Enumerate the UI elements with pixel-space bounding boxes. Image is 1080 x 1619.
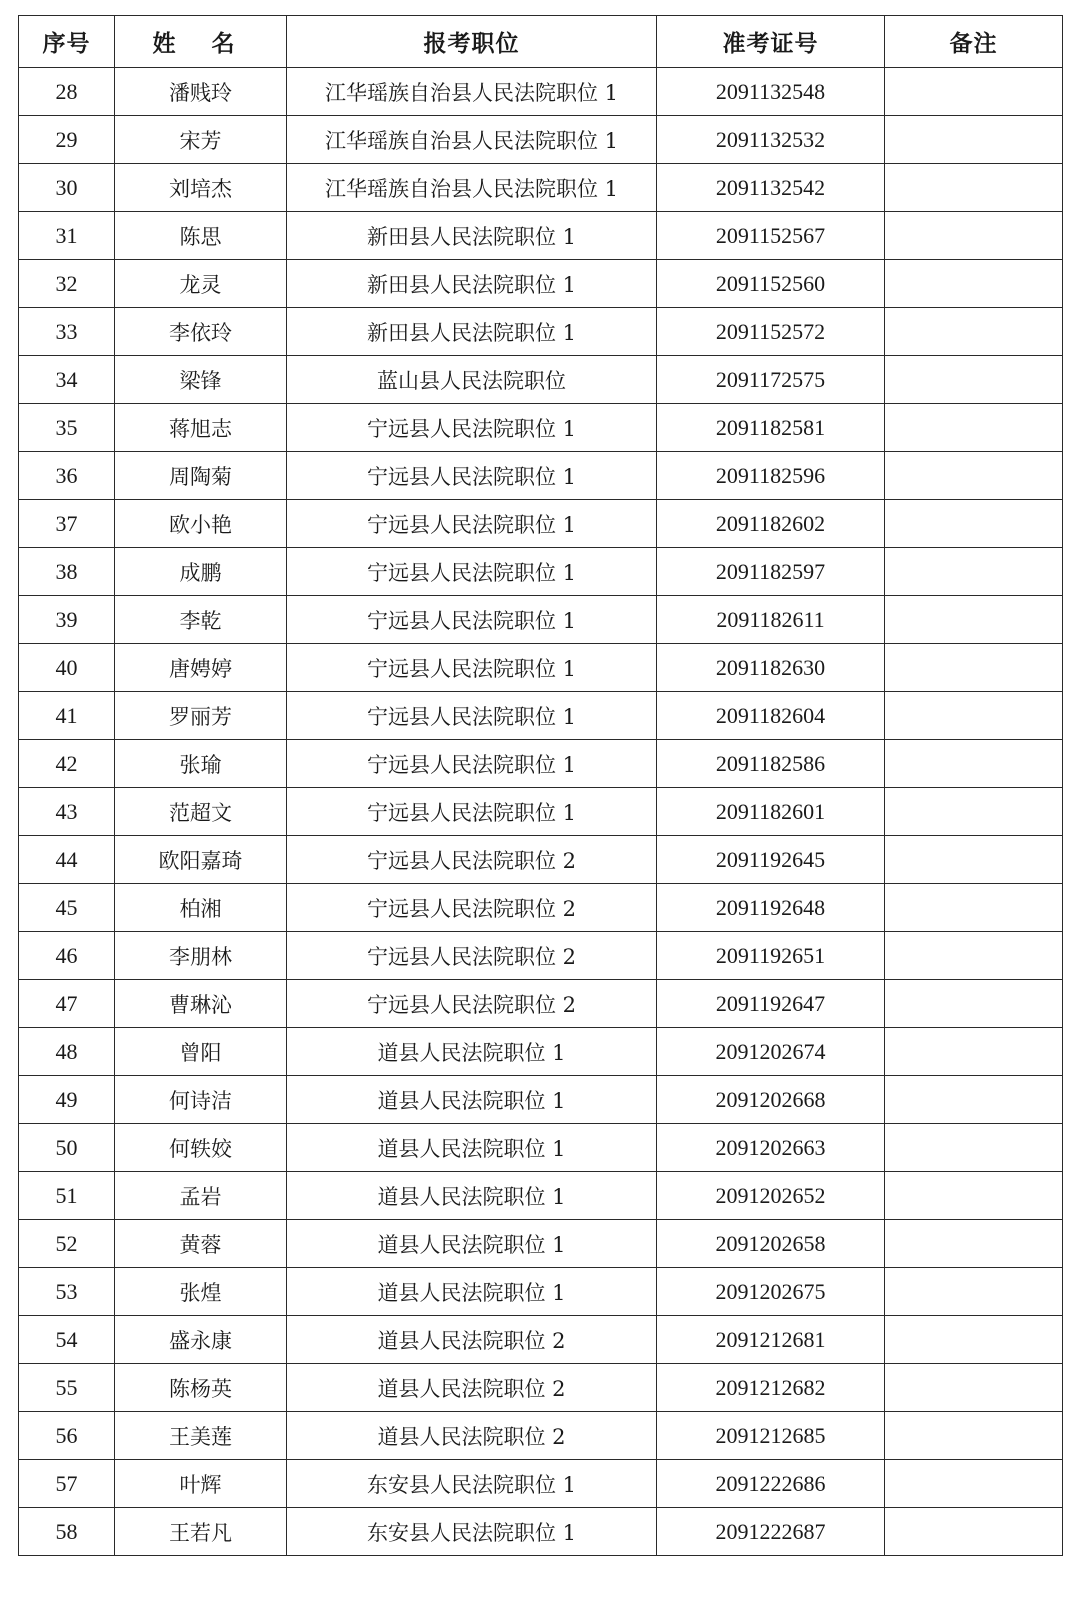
cell-ticket: 2091182604 (657, 692, 885, 740)
table-row (19, 404, 1063, 452)
cell-seq: 54 (19, 1316, 115, 1364)
cell-position: 宁远县人民法院职位 1 (287, 404, 657, 452)
table-row (19, 356, 1063, 404)
cell-name: 王若凡 (115, 1508, 287, 1556)
cell-position: 宁远县人民法院职位 1 (287, 596, 657, 644)
cell-ticket: 2091132548 (657, 68, 885, 116)
cell-position: 宁远县人民法院职位 1 (287, 692, 657, 740)
cell-name: 李乾 (115, 596, 287, 644)
table-row (19, 980, 1063, 1028)
cell-ticket: 2091202675 (657, 1268, 885, 1316)
cell-name: 孟岩 (115, 1172, 287, 1220)
cell-seq: 29 (19, 116, 115, 164)
cell-position: 江华瑶族自治县人民法院职位 1 (287, 164, 657, 212)
cell-position: 宁远县人民法院职位 1 (287, 452, 657, 500)
cell-name: 宋芳 (115, 116, 287, 164)
cell-seq: 38 (19, 548, 115, 596)
cell-name: 王美莲 (115, 1412, 287, 1460)
cell-seq: 51 (19, 1172, 115, 1220)
cell-remark (885, 1172, 1063, 1220)
cell-position: 道县人民法院职位 1 (287, 1172, 657, 1220)
candidate-table (18, 15, 1063, 1556)
table-row (19, 1508, 1063, 1556)
cell-seq: 44 (19, 836, 115, 884)
cell-name: 陈思 (115, 212, 287, 260)
cell-position: 东安县人民法院职位 1 (287, 1460, 657, 1508)
cell-name: 刘培杰 (115, 164, 287, 212)
cell-ticket: 2091192645 (657, 836, 885, 884)
header-ticket: 准考证号 (657, 16, 885, 68)
table-row (19, 692, 1063, 740)
cell-position: 宁远县人民法院职位 2 (287, 980, 657, 1028)
cell-seq: 56 (19, 1412, 115, 1460)
table-body (19, 68, 1063, 1556)
table-row (19, 644, 1063, 692)
cell-remark (885, 1124, 1063, 1172)
cell-position: 新田县人民法院职位 1 (287, 308, 657, 356)
cell-name: 张瑜 (115, 740, 287, 788)
table-row (19, 788, 1063, 836)
cell-seq: 35 (19, 404, 115, 452)
cell-position: 东安县人民法院职位 1 (287, 1508, 657, 1556)
cell-ticket: 2091182601 (657, 788, 885, 836)
cell-seq: 39 (19, 596, 115, 644)
table-row (19, 212, 1063, 260)
cell-seq: 30 (19, 164, 115, 212)
cell-remark (885, 644, 1063, 692)
cell-remark (885, 308, 1063, 356)
table-row (19, 1028, 1063, 1076)
table-row (19, 260, 1063, 308)
table-row (19, 68, 1063, 116)
cell-position: 道县人民法院职位 1 (287, 1268, 657, 1316)
cell-position: 江华瑶族自治县人民法院职位 1 (287, 116, 657, 164)
cell-name: 叶辉 (115, 1460, 287, 1508)
cell-remark (885, 1076, 1063, 1124)
cell-name: 唐娉婷 (115, 644, 287, 692)
cell-seq: 37 (19, 500, 115, 548)
cell-position: 道县人民法院职位 1 (287, 1220, 657, 1268)
cell-name: 陈杨英 (115, 1364, 287, 1412)
cell-ticket: 2091152572 (657, 308, 885, 356)
cell-name: 曾阳 (115, 1028, 287, 1076)
cell-ticket: 2091182596 (657, 452, 885, 500)
cell-remark (885, 1220, 1063, 1268)
cell-ticket: 2091222686 (657, 1460, 885, 1508)
cell-seq: 32 (19, 260, 115, 308)
cell-position: 道县人民法院职位 1 (287, 1076, 657, 1124)
cell-ticket: 2091182602 (657, 500, 885, 548)
cell-position: 宁远县人民法院职位 1 (287, 500, 657, 548)
cell-remark (885, 1508, 1063, 1556)
cell-position: 江华瑶族自治县人民法院职位 1 (287, 68, 657, 116)
table-row (19, 308, 1063, 356)
header-remark: 备注 (885, 16, 1063, 68)
cell-name: 潘贱玲 (115, 68, 287, 116)
cell-seq: 28 (19, 68, 115, 116)
table-row (19, 884, 1063, 932)
header-seq: 序号 (19, 16, 115, 68)
table-row (19, 1076, 1063, 1124)
cell-ticket: 2091132532 (657, 116, 885, 164)
cell-seq: 57 (19, 1460, 115, 1508)
cell-name: 罗丽芳 (115, 692, 287, 740)
cell-remark (885, 452, 1063, 500)
cell-name: 欧阳嘉琦 (115, 836, 287, 884)
cell-ticket: 2091182581 (657, 404, 885, 452)
cell-seq: 42 (19, 740, 115, 788)
cell-name: 曹琳沁 (115, 980, 287, 1028)
cell-remark (885, 596, 1063, 644)
cell-ticket: 2091202674 (657, 1028, 885, 1076)
cell-position: 宁远县人民法院职位 1 (287, 788, 657, 836)
cell-seq: 31 (19, 212, 115, 260)
cell-remark (885, 1460, 1063, 1508)
table-row (19, 1460, 1063, 1508)
cell-remark (885, 740, 1063, 788)
cell-seq: 43 (19, 788, 115, 836)
cell-position: 宁远县人民法院职位 2 (287, 836, 657, 884)
cell-position: 道县人民法院职位 2 (287, 1364, 657, 1412)
table-row (19, 740, 1063, 788)
cell-ticket: 2091192648 (657, 884, 885, 932)
cell-seq: 58 (19, 1508, 115, 1556)
cell-seq: 55 (19, 1364, 115, 1412)
header-name: 姓 名 (115, 16, 287, 68)
cell-remark (885, 212, 1063, 260)
table-row (19, 500, 1063, 548)
header-position: 报考职位 (287, 16, 657, 68)
cell-position: 蓝山县人民法院职位 (287, 356, 657, 404)
table-row (19, 1412, 1063, 1460)
cell-seq: 40 (19, 644, 115, 692)
cell-position: 宁远县人民法院职位 1 (287, 548, 657, 596)
table-row (19, 836, 1063, 884)
cell-ticket: 2091182630 (657, 644, 885, 692)
cell-remark (885, 548, 1063, 596)
table-row (19, 548, 1063, 596)
table-row (19, 1124, 1063, 1172)
cell-remark (885, 356, 1063, 404)
header-row (19, 16, 1063, 68)
document-page (18, 15, 1062, 1556)
cell-remark (885, 1268, 1063, 1316)
cell-ticket: 2091182611 (657, 596, 885, 644)
cell-seq: 49 (19, 1076, 115, 1124)
table-row (19, 1316, 1063, 1364)
cell-remark (885, 980, 1063, 1028)
cell-name: 李依玲 (115, 308, 287, 356)
cell-remark (885, 1316, 1063, 1364)
cell-position: 新田县人民法院职位 1 (287, 260, 657, 308)
table-row (19, 1364, 1063, 1412)
cell-remark (885, 932, 1063, 980)
cell-name: 何轶姣 (115, 1124, 287, 1172)
cell-ticket: 2091182586 (657, 740, 885, 788)
cell-remark (885, 692, 1063, 740)
cell-seq: 50 (19, 1124, 115, 1172)
cell-ticket: 2091212682 (657, 1364, 885, 1412)
cell-seq: 53 (19, 1268, 115, 1316)
cell-remark (885, 164, 1063, 212)
cell-name: 梁锋 (115, 356, 287, 404)
cell-ticket: 2091222687 (657, 1508, 885, 1556)
cell-position: 宁远县人民法院职位 2 (287, 932, 657, 980)
cell-position: 宁远县人民法院职位 1 (287, 740, 657, 788)
cell-name: 周陶菊 (115, 452, 287, 500)
cell-remark (885, 1028, 1063, 1076)
table-row (19, 596, 1063, 644)
cell-remark (885, 404, 1063, 452)
cell-name: 欧小艳 (115, 500, 287, 548)
cell-seq: 45 (19, 884, 115, 932)
cell-ticket: 2091172575 (657, 356, 885, 404)
cell-ticket: 2091182597 (657, 548, 885, 596)
cell-ticket: 2091212685 (657, 1412, 885, 1460)
table-row (19, 164, 1063, 212)
cell-seq: 36 (19, 452, 115, 500)
table-row (19, 452, 1063, 500)
cell-remark (885, 500, 1063, 548)
table-row (19, 932, 1063, 980)
cell-ticket: 2091212681 (657, 1316, 885, 1364)
cell-remark (885, 884, 1063, 932)
cell-seq: 34 (19, 356, 115, 404)
cell-remark (885, 1412, 1063, 1460)
cell-remark (885, 116, 1063, 164)
cell-seq: 48 (19, 1028, 115, 1076)
cell-position: 宁远县人民法院职位 1 (287, 644, 657, 692)
cell-name: 柏湘 (115, 884, 287, 932)
cell-name: 范超文 (115, 788, 287, 836)
cell-remark (885, 68, 1063, 116)
cell-position: 道县人民法院职位 2 (287, 1316, 657, 1364)
cell-position: 道县人民法院职位 1 (287, 1124, 657, 1172)
cell-ticket: 2091152567 (657, 212, 885, 260)
cell-name: 何诗洁 (115, 1076, 287, 1124)
cell-seq: 33 (19, 308, 115, 356)
cell-remark (885, 836, 1063, 884)
cell-position: 宁远县人民法院职位 2 (287, 884, 657, 932)
cell-ticket: 2091202668 (657, 1076, 885, 1124)
cell-position: 道县人民法院职位 1 (287, 1028, 657, 1076)
cell-ticket: 2091152560 (657, 260, 885, 308)
cell-name: 李朋林 (115, 932, 287, 980)
cell-remark (885, 788, 1063, 836)
table-row (19, 116, 1063, 164)
cell-ticket: 2091202652 (657, 1172, 885, 1220)
cell-seq: 41 (19, 692, 115, 740)
cell-name: 张煌 (115, 1268, 287, 1316)
table-row (19, 1220, 1063, 1268)
table-header (19, 16, 1063, 68)
cell-position: 道县人民法院职位 2 (287, 1412, 657, 1460)
cell-ticket: 2091202658 (657, 1220, 885, 1268)
cell-ticket: 2091202663 (657, 1124, 885, 1172)
cell-position: 新田县人民法院职位 1 (287, 212, 657, 260)
cell-ticket: 2091192651 (657, 932, 885, 980)
cell-seq: 52 (19, 1220, 115, 1268)
cell-name: 蒋旭志 (115, 404, 287, 452)
cell-name: 盛永康 (115, 1316, 287, 1364)
cell-ticket: 2091192647 (657, 980, 885, 1028)
table-row (19, 1268, 1063, 1316)
cell-remark (885, 1364, 1063, 1412)
cell-seq: 47 (19, 980, 115, 1028)
cell-remark (885, 260, 1063, 308)
cell-ticket: 2091132542 (657, 164, 885, 212)
table-row (19, 1172, 1063, 1220)
cell-name: 黄蓉 (115, 1220, 287, 1268)
cell-seq: 46 (19, 932, 115, 980)
cell-name: 龙灵 (115, 260, 287, 308)
cell-name: 成鹏 (115, 548, 287, 596)
